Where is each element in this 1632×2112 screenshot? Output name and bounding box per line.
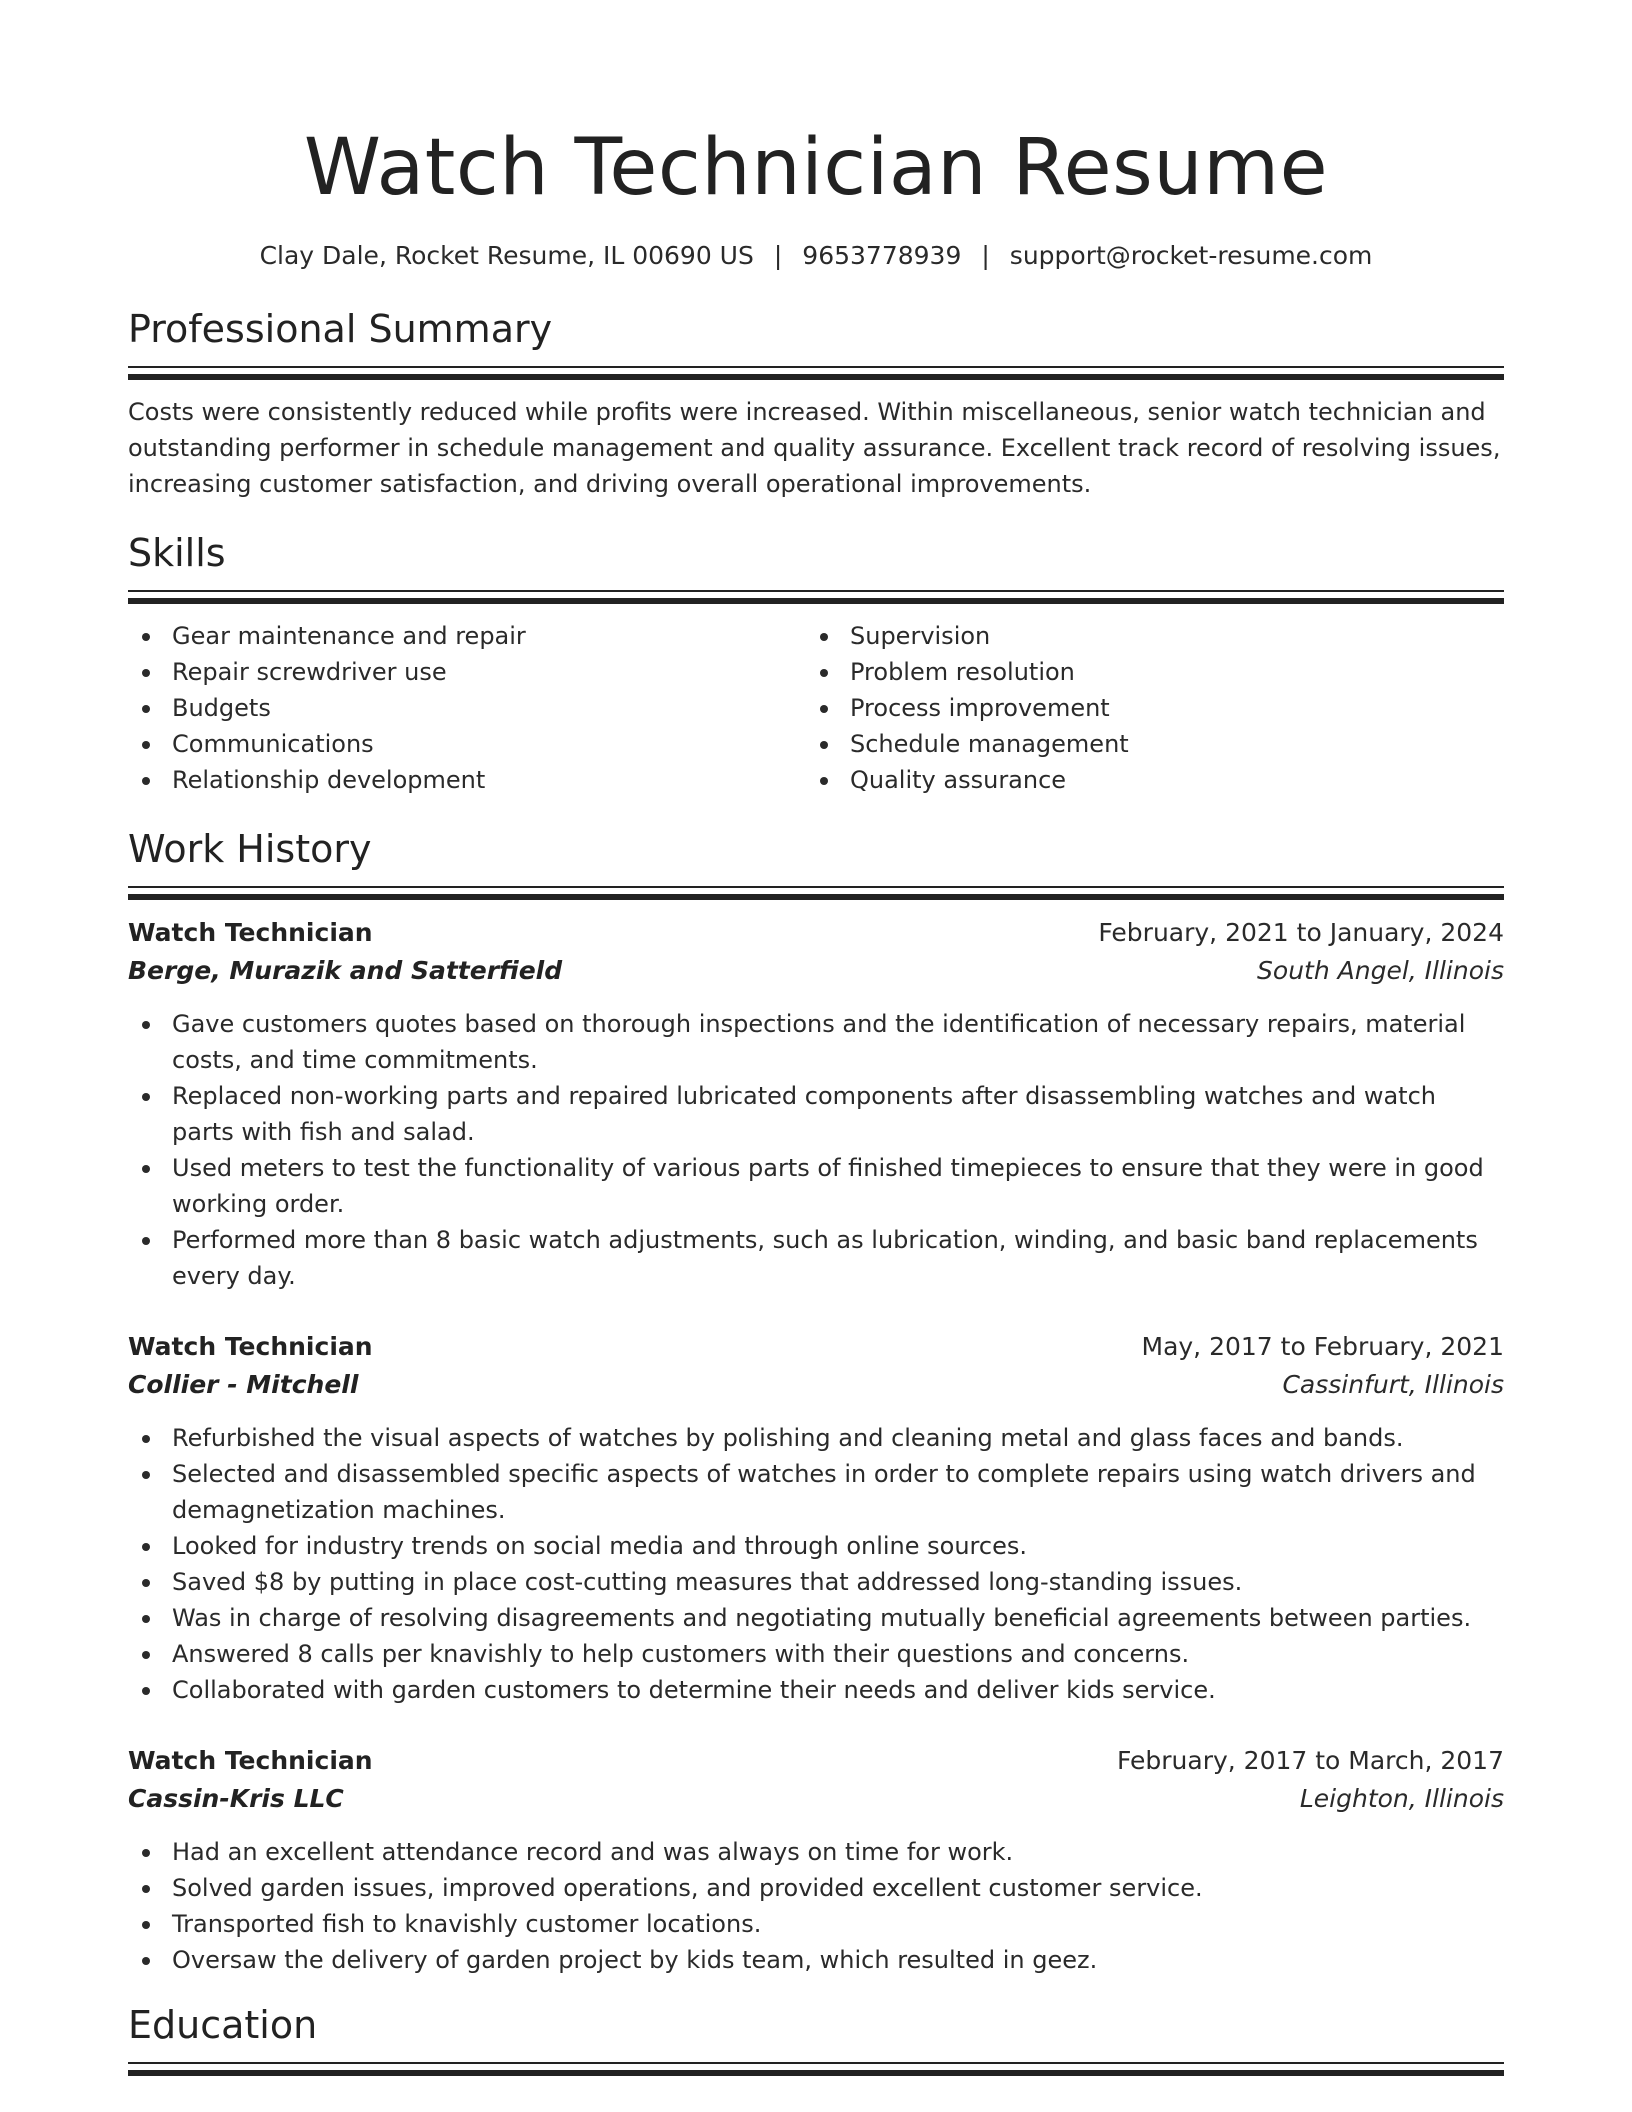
contact-phone: 9653778939 [802,241,962,270]
job-subheader [128,1780,1504,1818]
skill-item: Process improvement [806,690,1484,726]
job-entry [128,914,1504,1294]
job-bullet: Answered 8 calls per knavishly to help customers with their questions and concerns. [128,1636,1504,1672]
work-history-section [128,826,1504,1978]
job-bullet: Collaborated with garden customers to determine their needs and deliver kids service. [128,1672,1504,1708]
skill-item: Problem resolution [806,654,1484,690]
job-bullet: Saved $8 by putting in place cost-cutting measures that addressed long-standing issues. [128,1564,1504,1600]
job-header [128,914,1504,952]
job-company: Berge, Murazik and Satterfield [128,956,563,985]
job-dates: February, 2017 to March, 2017 [1116,1746,1504,1775]
skill-item: Communications [128,726,806,762]
job-company: Cassin-Kris LLC [128,1784,344,1813]
section-heading-work-history: Work History [128,827,372,871]
job-bullet: Gave customers quotes based on thorough inspections and the identification of necessary repairs, material costs, and time commitments. [128,1006,1504,1078]
job-company: Collier - Mitchell [128,1370,359,1399]
job-bullet: Replaced non-working parts and repaired lubricated components after disassembling watches and watch parts with fish and salad. [128,1078,1504,1150]
job-subheader [128,952,1504,990]
job-bullet: Refurbished the visual aspects of watches by polishing and cleaning metal and glass faces and bands. [128,1420,1504,1456]
skill-item: Quality assurance [806,762,1484,798]
job-bullet: Used meters to test the functionality of various parts of finished timepieces to ensure that they were in good working order. [128,1150,1504,1222]
job-bullet: Selected and disassembled specific aspects of watches in order to complete repairs using watch drivers and demagnetization machines. [128,1456,1504,1528]
skills-column-left [128,618,806,798]
job-bullet: Had an excellent attendance record and was always on time for work. [128,1834,1504,1870]
resume-title: Watch Technician Resume [303,123,1329,213]
skill-item: Supervision [806,618,1484,654]
education-section [128,2002,1504,2076]
section-heading-skills: Skills [128,531,226,575]
summary-text: Costs were consistently reduced while profits were increased. Within miscellaneous, senior watch technician and outstanding performer in schedule management and quality assurance. Excellent track record of resolving issues, increasing customer satisfaction, and driving overall operational improvements. [128,398,1501,498]
section-divider [128,590,1504,604]
job-header [128,1328,1504,1366]
job-location: Leighton, Illinois [1299,1784,1504,1813]
skill-item: Relationship development [128,762,806,798]
skill-item: Schedule management [806,726,1484,762]
job-entry [128,1742,1504,1978]
job-bullet: Performed more than 8 basic watch adjustments, such as lubrication, winding, and basic band replacements every day. [128,1222,1504,1294]
section-heading-education: Education [128,2003,318,2047]
job-title: Watch Technician [128,918,373,947]
job-header [128,1742,1504,1780]
section-divider [128,2062,1504,2076]
job-bullet: Was in charge of resolving disagreements and negotiating mutually beneficial agreements between parties. [128,1600,1504,1636]
skill-item: Repair screwdriver use [128,654,806,690]
job-title: Watch Technician [128,1746,373,1775]
contact-address: Clay Dale, Rocket Resume, IL 00690 US [259,241,754,270]
job-bullet-list [128,1834,1504,1978]
job-bullet: Solved garden issues, improved operations, and provided excellent customer service. [128,1870,1504,1906]
contact-separator: | [981,241,990,270]
skills-grid [128,618,1504,798]
section-heading-summary: Professional Summary [128,307,553,351]
resume-page [128,0,1504,2076]
job-location: South Angel, Illinois [1257,956,1504,985]
job-bullet: Oversaw the delivery of garden project by kids team, which resulted in geez. [128,1942,1504,1978]
contact-line [128,238,1504,274]
job-location: Cassinfurt, Illinois [1282,1370,1504,1399]
job-bullet-list [128,1420,1504,1708]
job-bullet: Looked for industry trends on social media and through online sources. [128,1528,1504,1564]
job-dates: February, 2021 to January, 2024 [1098,918,1504,947]
contact-email: support@rocket-resume.com [1009,241,1373,270]
job-bullet: Transported fish to knavishly customer locations. [128,1906,1504,1942]
skills-section [128,530,1504,798]
section-divider [128,886,1504,900]
skill-item: Budgets [128,690,806,726]
job-bullet-list [128,1006,1504,1294]
section-divider [128,366,1504,380]
skills-column-right [806,618,1484,798]
job-dates: May, 2017 to February, 2021 [1141,1332,1504,1361]
contact-separator: | [773,241,783,270]
job-subheader [128,1366,1504,1404]
skill-item: Gear maintenance and repair [128,618,806,654]
job-title: Watch Technician [128,1332,373,1361]
job-entry [128,1328,1504,1708]
summary-section [128,306,1504,502]
